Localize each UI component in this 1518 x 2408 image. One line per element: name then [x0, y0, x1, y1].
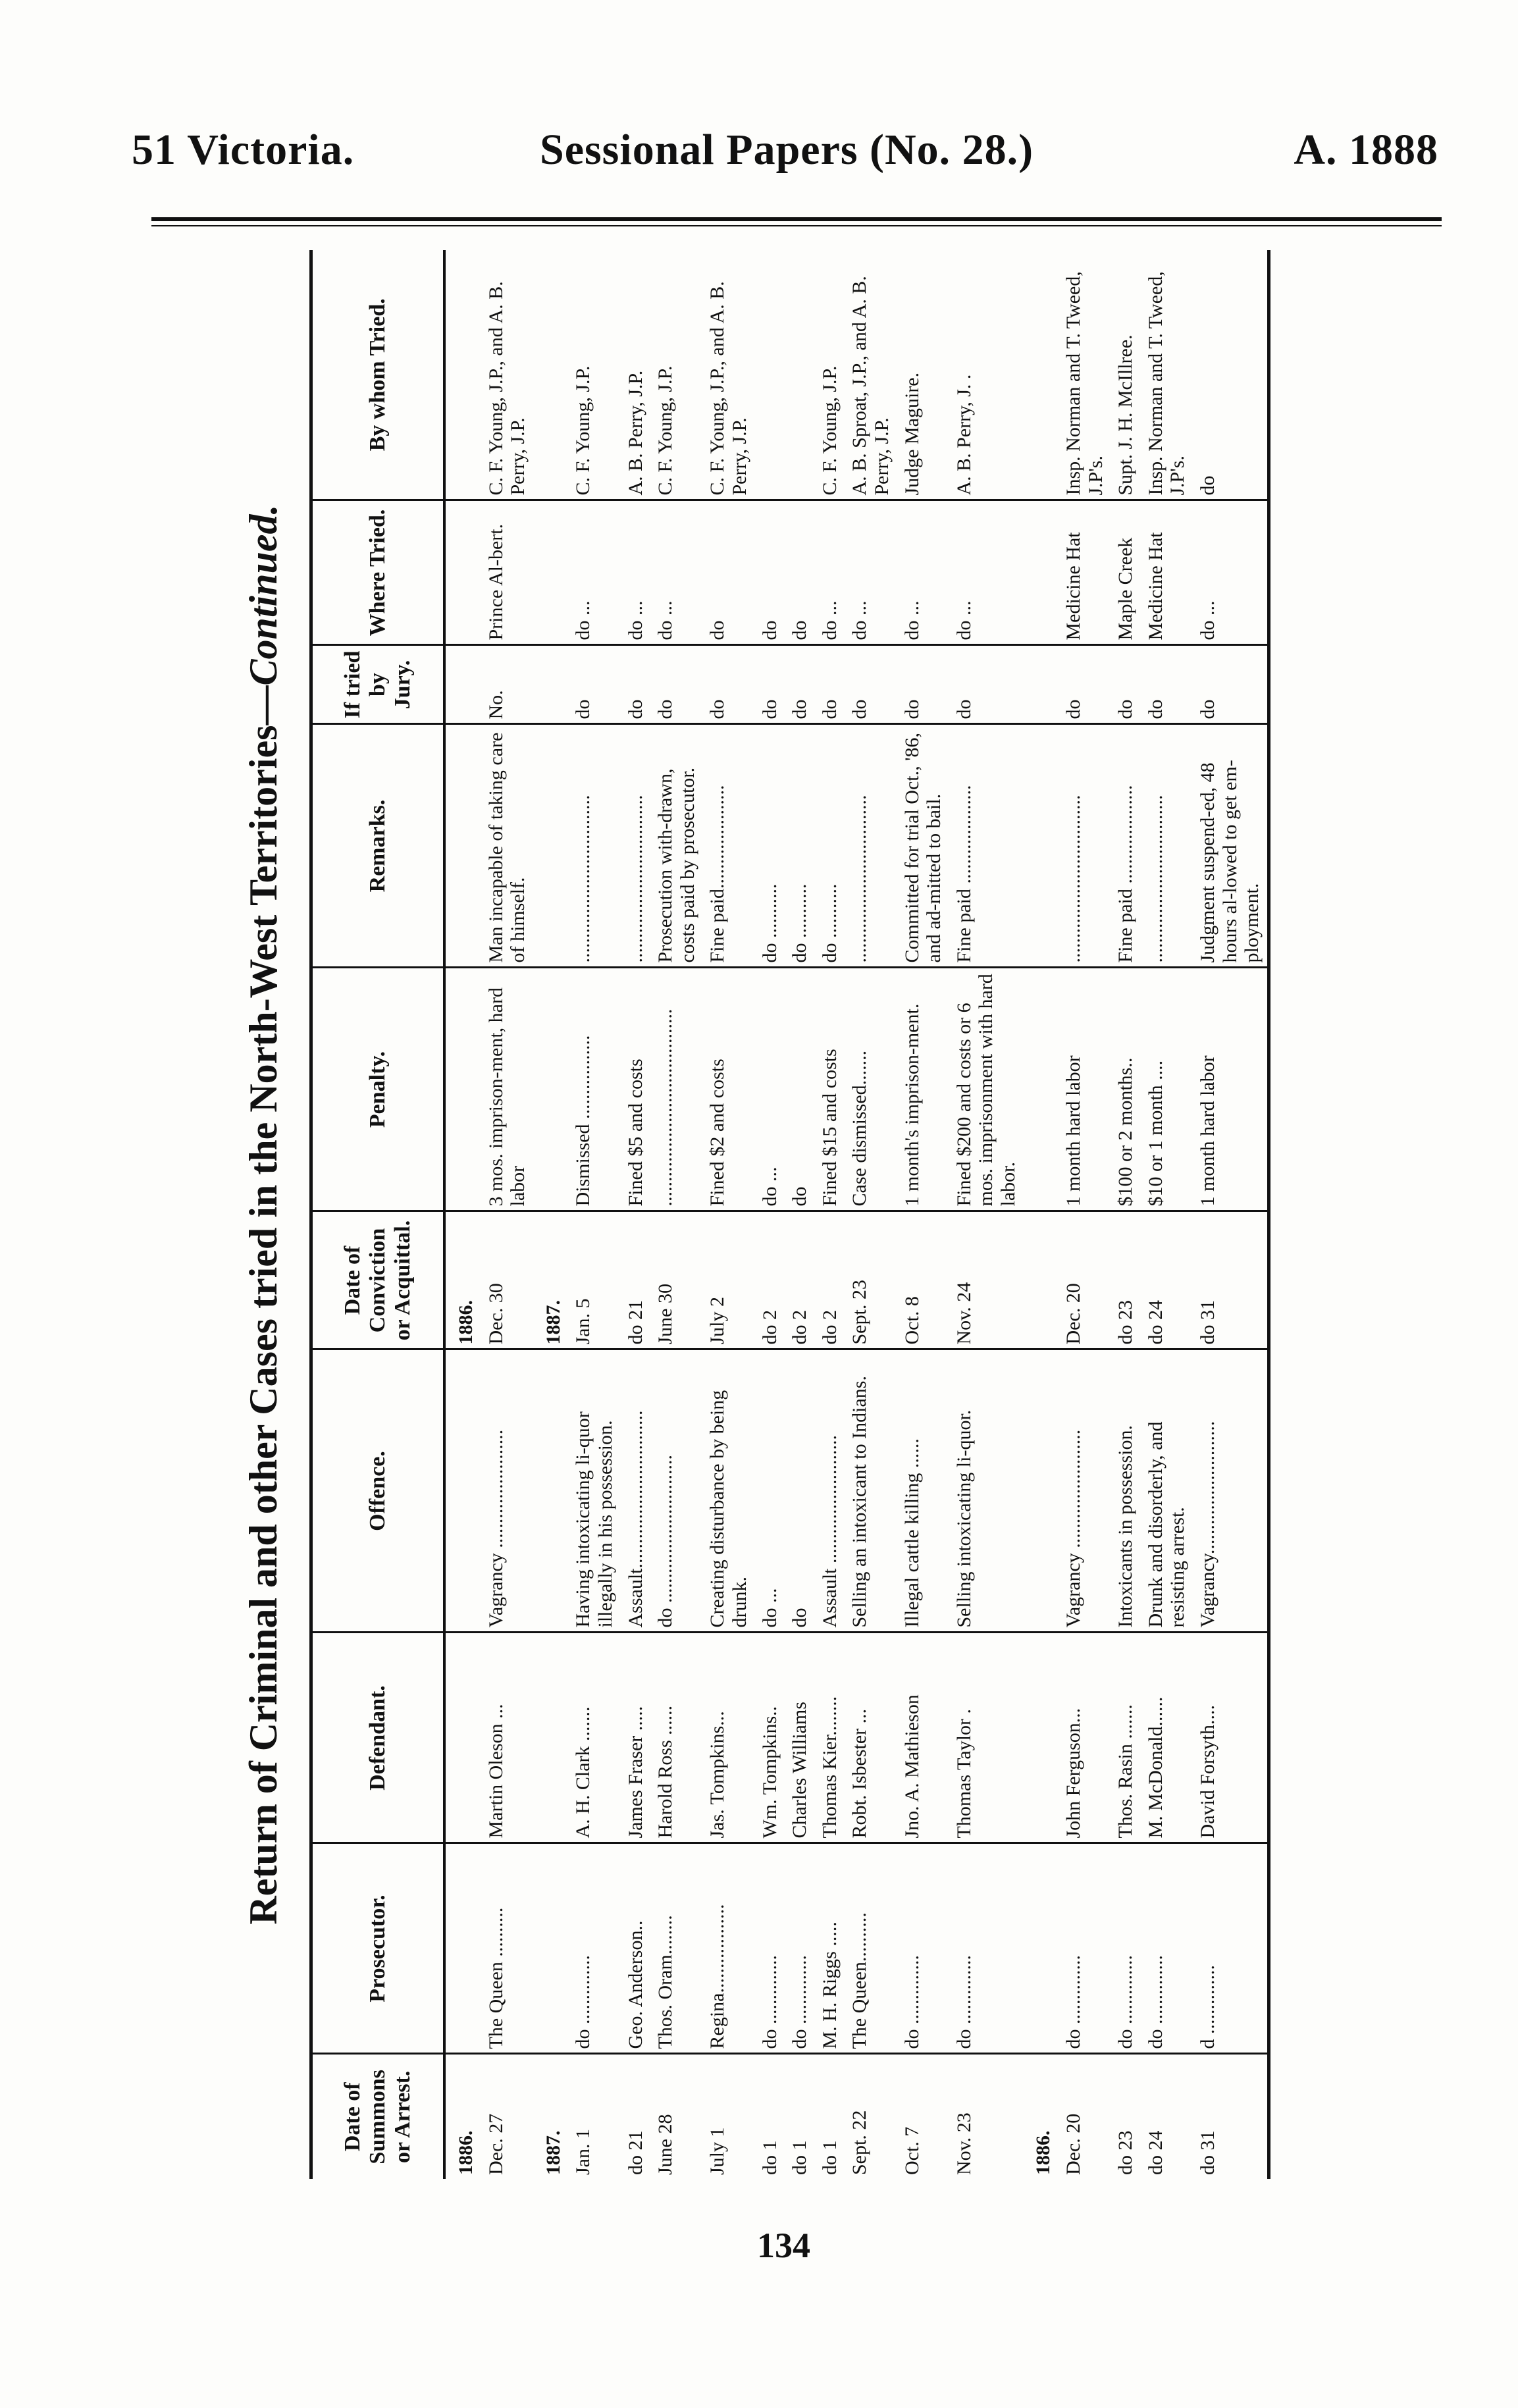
- table-cell: Jan. 1: [568, 2054, 620, 2179]
- table-cell: Dismissed .................: [568, 968, 620, 1211]
- table-cell: do ..............: [568, 1843, 620, 2054]
- table-cell: Nov. 23: [949, 2054, 1024, 2179]
- table-cell: June 28: [650, 2054, 702, 2179]
- table-cell: Supt. J. H. McIllree.: [1114, 334, 1137, 496]
- rotated-table-region: [217, 250, 1389, 2179]
- table-cell: [1023, 250, 1059, 500]
- table-cell: do: [621, 645, 651, 724]
- cases-table: [309, 250, 1270, 2179]
- table-cell: ........................................: [650, 968, 702, 1211]
- table-cell: [1023, 645, 1059, 724]
- table-caption: [217, 250, 309, 2179]
- table-cell: Sept. 23: [845, 1211, 897, 1349]
- table-cell: do 1: [785, 2054, 815, 2179]
- table-cell: [1023, 1633, 1059, 1843]
- table-cell: Jno. A. Mathieson: [897, 1633, 949, 1843]
- table-cell: Case dismissed.......: [845, 968, 897, 1211]
- table-cell: Thos. Oram........: [650, 1843, 702, 2054]
- table-cell: Thomas Kier........: [815, 1633, 845, 1843]
- table-cell: Judge Maguire.: [901, 372, 923, 496]
- table-cell: Wm. Tompkins..: [755, 1633, 785, 1843]
- table-cell: Geo. Anderson..: [621, 1843, 651, 2054]
- table-row: [481, 250, 533, 2179]
- table-cell: David Forsyth....: [1193, 1633, 1269, 1843]
- table-cell: Having intoxicating li-quor illegally in his possession.: [568, 1349, 620, 1633]
- table-cell: 3 mos. imprison-ment, hard labor: [481, 968, 533, 1211]
- header-year: A. 1888: [1294, 126, 1438, 174]
- table-cell: do: [785, 968, 815, 1211]
- table-cell: [1023, 968, 1059, 1211]
- table-row: [845, 250, 897, 2179]
- table-cell: ..................................: [1059, 724, 1111, 968]
- table-cell: Thos. Rasin .......: [1111, 1633, 1141, 1843]
- table-cell: $10 or 1 month ....: [1141, 968, 1193, 1211]
- header-title: Sessional Papers (No. 28.): [540, 126, 1034, 174]
- table-cell: Prince Al-bert.: [481, 500, 533, 645]
- table-cell: do 31: [1193, 2054, 1269, 2179]
- table-cell: do ...: [755, 1349, 785, 1633]
- table-cell: C. F. Young, J.P.: [572, 365, 594, 496]
- table-cell: Selling intoxicating li-quor.: [949, 1349, 1024, 1633]
- table-cell: [1023, 724, 1059, 968]
- header-session: 51 Victoria.: [132, 126, 355, 174]
- table-cell: do 24: [1141, 2054, 1193, 2179]
- table-cell: do 2: [785, 1211, 815, 1349]
- table-cell: do ...........: [755, 724, 785, 968]
- table-cell: Dec. 20: [1059, 1211, 1111, 1349]
- table-cell: do 21: [621, 1211, 651, 1349]
- table-cell: [444, 250, 481, 500]
- table-cell: [533, 1633, 569, 1843]
- table-cell: do: [785, 1349, 815, 1633]
- table-cell: do ...: [621, 500, 651, 645]
- table-cell: 1886.: [1023, 2054, 1059, 2179]
- column-header: By whom Tried.: [311, 250, 445, 500]
- caption-main: Return of Criminal and other Cases tried in the North-West Territories—: [242, 685, 285, 1925]
- table-cell: Robt. Isbester ...: [845, 1633, 897, 1843]
- table-cell: d ..............: [1193, 1843, 1269, 2054]
- table-cell: [755, 250, 785, 500]
- table-cell: ..................................: [845, 724, 897, 968]
- table-cell: No.: [481, 645, 533, 724]
- table-cell: A. B. Perry, J. .: [953, 374, 975, 496]
- table-cell: Assault ..........................: [815, 1349, 845, 1633]
- table-cell: Insp. Norman and T. Tweed, J.P's.: [1062, 271, 1107, 496]
- table-cell: [1023, 1211, 1059, 1349]
- table-cell: A. H. Clark .......: [568, 1633, 620, 1843]
- table-cell: Prosecution with-drawn, costs paid by prosecutor.: [650, 724, 702, 968]
- table-cell: do: [568, 645, 620, 724]
- table-cell: [533, 968, 569, 1211]
- table-cell: do ..............: [1059, 1843, 1111, 2054]
- table-cell: C. F. Young, J.P.: [654, 365, 677, 496]
- table-cell: [533, 724, 569, 968]
- table-row: [815, 250, 845, 2179]
- table-cell: Vagrancy ........................: [1059, 1349, 1111, 1633]
- table-cell: do 23: [1111, 1211, 1141, 1349]
- table-cell: 1 month hard labor: [1059, 968, 1111, 1211]
- table-cell: ..................................: [621, 724, 651, 968]
- table-cell: do ...: [650, 500, 702, 645]
- table-row: [568, 250, 620, 2179]
- table-cell: [533, 250, 569, 500]
- table-cell: 1886.: [444, 1211, 481, 1349]
- table-cell: do ...: [949, 500, 1024, 645]
- table-cell: Jan. 5: [568, 1211, 620, 1349]
- table-cell: Fined $200 and costs or 6 mos. imprisonment with hard labor.: [949, 968, 1024, 1211]
- table-cell: Maple Creek: [1111, 500, 1141, 645]
- table-row: [1111, 250, 1141, 2179]
- table-cell: Jas. Tompkins...: [702, 1633, 754, 1843]
- table-cell: Creating disturbance by being drunk.: [702, 1349, 754, 1633]
- table-cell: Charles Williams: [785, 1633, 815, 1843]
- table-cell: do ...: [815, 500, 845, 645]
- table-cell: do: [1193, 645, 1269, 724]
- table-cell: A. B. Perry, J.P.: [624, 370, 646, 496]
- table-cell: Medicine Hat: [1141, 500, 1193, 645]
- table-row: [1059, 250, 1111, 2179]
- table-cell: [533, 500, 569, 645]
- table-cell: do ..............: [1111, 1843, 1141, 2054]
- table-cell: do 2: [755, 1211, 785, 1349]
- table-cell: 1887.: [533, 1211, 569, 1349]
- table-cell: The Queen ..........: [481, 1843, 533, 2054]
- table-cell: do: [1111, 645, 1141, 724]
- table-cell: do ...: [568, 500, 620, 645]
- table-cell: do ...: [755, 968, 785, 1211]
- table-cell: do ..............................: [650, 1349, 702, 1633]
- table-cell: 1 month hard labor: [1193, 968, 1269, 1211]
- table-cell: James Fraser .....: [621, 1633, 651, 1843]
- table-cell: [444, 500, 481, 645]
- table-cell: C. F. Young, J.P.: [818, 365, 841, 496]
- table-row: [1193, 250, 1269, 2179]
- table-cell: A. B. Sproat, J.P., and A. B. Perry, J.P.: [849, 276, 893, 496]
- table-cell: Oct. 7: [897, 2054, 949, 2179]
- table-cell: [444, 1633, 481, 1843]
- table-cell: Fine paid.....................: [702, 724, 754, 968]
- table-cell: [533, 1843, 569, 2054]
- table-cell: [444, 968, 481, 1211]
- table-cell: do ..............: [755, 1843, 785, 2054]
- table-cell: [444, 1843, 481, 2054]
- table-cell: [1023, 1349, 1059, 1633]
- year-row: [533, 250, 569, 2179]
- table-cell: do: [702, 645, 754, 724]
- table-cell: Dec. 20: [1059, 2054, 1111, 2179]
- table-cell: do: [1141, 645, 1193, 724]
- column-header: Offence.: [311, 1349, 445, 1633]
- table-cell: Intoxicants in possession.: [1111, 1349, 1141, 1633]
- table-cell: do 23: [1111, 2054, 1141, 2179]
- table-cell: do 21: [621, 2054, 651, 2179]
- caption-continued: Continued.: [242, 504, 285, 686]
- table-cell: do: [785, 500, 815, 645]
- table-cell: Oct. 8: [897, 1211, 949, 1349]
- page-number: 134: [757, 2226, 810, 2265]
- table-row: [650, 250, 702, 2179]
- table-row: [785, 250, 815, 2179]
- table-cell: do: [845, 645, 897, 724]
- table-row: [949, 250, 1024, 2179]
- table-cell: Martin Oleson ...: [481, 1633, 533, 1843]
- table-cell: Assault................................: [621, 1349, 651, 1633]
- table-row: [621, 250, 651, 2179]
- table-cell: do: [949, 645, 1024, 724]
- column-header: Defendant.: [311, 1633, 445, 1843]
- table-cell: 1887.: [533, 2054, 569, 2179]
- table-cell: do 1: [755, 2054, 785, 2179]
- table-cell: ..................................: [1141, 724, 1193, 968]
- table-cell: July 1: [702, 2054, 754, 2179]
- table-cell: $100 or 2 months..: [1111, 968, 1141, 1211]
- table-cell: do 31: [1193, 1211, 1269, 1349]
- year-row: [444, 250, 481, 2179]
- table-row: [1141, 250, 1193, 2179]
- table-cell: do ...: [845, 500, 897, 645]
- table-cell: [1023, 500, 1059, 645]
- table-row: [702, 250, 754, 2179]
- table-cell: do: [755, 645, 785, 724]
- table-cell: 1886.: [444, 2054, 481, 2179]
- table-cell: Thomas Taylor .: [949, 1633, 1024, 1843]
- table-cell: do: [897, 645, 949, 724]
- table-cell: do: [1197, 475, 1219, 496]
- table-cell: C. F. Young, J.P., and A. B. Perry, J.P.: [706, 281, 750, 496]
- table-cell: Fined $5 and costs: [621, 968, 651, 1211]
- table-body: [444, 250, 1269, 2179]
- table-cell: June 30: [650, 1211, 702, 1349]
- table-row: [755, 250, 785, 2179]
- table-cell: ..................................: [568, 724, 620, 968]
- table-cell: do 24: [1141, 1211, 1193, 1349]
- column-header: Prosecutor.: [311, 1843, 445, 2054]
- table-cell: Fined $2 and costs: [702, 968, 754, 1211]
- table-cell: [444, 645, 481, 724]
- table-cell: do 2: [815, 1211, 845, 1349]
- column-header: Remarks.: [311, 724, 445, 968]
- table-cell: do ..............: [949, 1843, 1024, 2054]
- table-cell: Medicine Hat: [1059, 500, 1111, 645]
- table-cell: Committed for trial Oct., '86, and ad-mitted to bail.: [897, 724, 949, 968]
- table-cell: Selling an intoxicant to Indians.: [845, 1349, 897, 1633]
- table-cell: The Queen..........: [845, 1843, 897, 2054]
- table-cell: [444, 1349, 481, 1633]
- table-cell: Man incapable of taking care of himself.: [481, 724, 533, 968]
- table-cell: Dec. 27: [481, 2054, 533, 2179]
- table-cell: do ...........: [815, 724, 845, 968]
- table-cell: do ..............: [897, 1843, 949, 2054]
- table-cell: [444, 724, 481, 968]
- table-cell: do: [650, 645, 702, 724]
- table-cell: Illegal cattle killing ......: [897, 1349, 949, 1633]
- table-cell: do: [785, 645, 815, 724]
- table-cell: do 1: [815, 2054, 845, 2179]
- column-header: Date of Conviction or Acquittal.: [311, 1211, 445, 1349]
- table-cell: [533, 645, 569, 724]
- table-cell: Dec. 30: [481, 1211, 533, 1349]
- table-cell: [785, 250, 815, 500]
- table-cell: Fine paid ....................: [1111, 724, 1141, 968]
- table-cell: do: [702, 500, 754, 645]
- table-row: [897, 250, 949, 2179]
- column-header: Penalty.: [311, 968, 445, 1211]
- table-cell: do ...: [897, 500, 949, 645]
- table-cell: 1 month's imprison-ment.: [897, 968, 949, 1211]
- table-cell: Fined $15 and costs: [815, 968, 845, 1211]
- table-cell: [1023, 1843, 1059, 2054]
- table-cell: C. F. Young, J.P., and A. B. Perry, J.P.: [484, 281, 529, 496]
- table-cell: John Ferguson...: [1059, 1633, 1111, 1843]
- table-cell: do ..............: [785, 1843, 815, 2054]
- table-cell: July 2: [702, 1211, 754, 1349]
- table-cell: Nov. 24: [949, 1211, 1024, 1349]
- table-cell: [533, 1349, 569, 1633]
- table-cell: M. McDonald......: [1141, 1633, 1193, 1843]
- table-cell: do: [1059, 645, 1111, 724]
- column-header: Date of Summons or Arrest.: [311, 2054, 445, 2179]
- year-row: [1023, 250, 1059, 2179]
- table-cell: Drunk and disorderly, and resisting arrest.: [1141, 1349, 1193, 1633]
- table-cell: do ..............: [1141, 1843, 1193, 2054]
- table-cell: do ...: [1193, 500, 1269, 645]
- table-cell: Fine paid ....................: [949, 724, 1024, 968]
- table-cell: Judgment suspend-ed, 48 hours al-lowed to get em-ployment.: [1193, 724, 1269, 968]
- table-cell: do ...........: [785, 724, 815, 968]
- column-header: Where Tried.: [311, 500, 445, 645]
- table-head: [311, 250, 445, 2179]
- table-cell: Vagrancy...........................: [1193, 1349, 1269, 1633]
- table-cell: Vagrancy ........................: [481, 1349, 533, 1633]
- table-cell: Sept. 22: [845, 2054, 897, 2179]
- column-header: If tried by Jury.: [311, 645, 445, 724]
- header-rule-thin: [151, 225, 1442, 226]
- table-cell: M. H. Riggs .....: [815, 1843, 845, 2054]
- page-header: [132, 125, 1438, 184]
- header-rule-thick: [151, 217, 1442, 221]
- table-cell: Insp. Norman and T. Tweed, J.P's.: [1144, 271, 1189, 496]
- table-cell: Harold Ross ......: [650, 1633, 702, 1843]
- table-cell: Regina..................: [702, 1843, 754, 2054]
- table-cell: do: [815, 645, 845, 724]
- table-cell: do: [755, 500, 785, 645]
